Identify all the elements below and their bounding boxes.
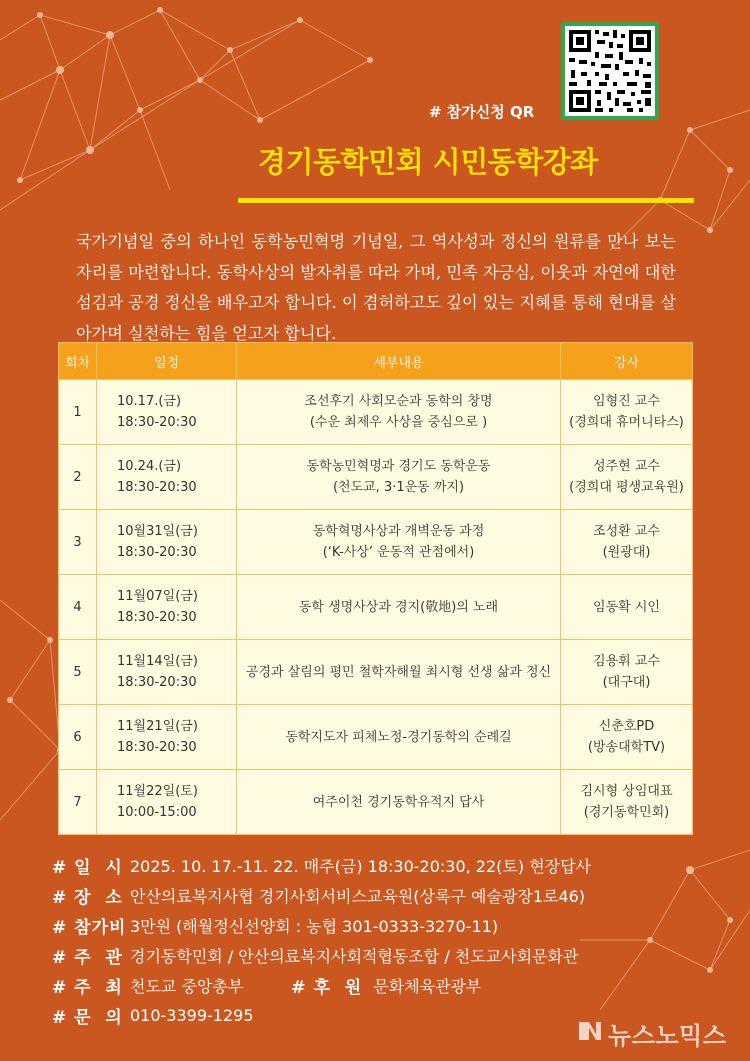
session-schedule — [97, 510, 237, 575]
session-number — [59, 380, 97, 445]
speaker-name: 임형진 교수 — [593, 394, 660, 409]
session-speaker — [561, 380, 693, 445]
header-session: 회차 — [59, 343, 97, 380]
session-schedule — [97, 705, 237, 770]
session-number-text: 5 — [73, 664, 82, 680]
speaker-affiliation: (대구대) — [602, 675, 651, 690]
header-details: 세부내용 — [237, 343, 561, 380]
info-sponsor-value: 문화체육관광부 — [373, 976, 482, 996]
session-details — [237, 510, 561, 575]
info-sponsor-label: # 후 원 — [291, 977, 363, 998]
session-time: 18:30-20:30 — [117, 545, 197, 560]
speaker-affiliation: (경기동학민회) — [583, 805, 670, 820]
table-row — [59, 510, 693, 575]
info-host — [52, 940, 742, 970]
session-number-text: 2 — [73, 469, 82, 485]
session-details — [237, 445, 561, 510]
session-date: 11월22일(토) — [117, 784, 198, 799]
table-row — [59, 705, 693, 770]
session-speaker — [561, 770, 693, 835]
session-date: 11월07일(금) — [117, 589, 198, 604]
info-date-value: 2025. 10. 17.-11. 22. 매주(금) 18:30-20:30, 22(토) 현장답사 — [130, 856, 592, 876]
table-row — [59, 445, 693, 510]
header-schedule: 일정 — [97, 343, 237, 380]
session-time: 18:30-20:30 — [117, 675, 197, 690]
session-date: 10.17.(금) — [117, 394, 182, 409]
session-date: 11월21일(금) — [117, 719, 198, 734]
table-row — [59, 380, 693, 445]
session-number — [59, 510, 97, 575]
info-date — [52, 850, 742, 880]
qr-code-icon[interactable] — [561, 22, 659, 120]
session-number — [59, 640, 97, 705]
session-schedule — [97, 380, 237, 445]
speaker-name: 김시형 상임대표 — [580, 784, 673, 799]
speaker-name: 성주현 교수 — [593, 459, 660, 474]
session-number-text: 4 — [73, 599, 82, 615]
session-number — [59, 445, 97, 510]
session-details — [237, 770, 561, 835]
info-organizer-label: # 주 최 — [52, 977, 123, 998]
info-place-value: 안산의료복지사협 경기사회서비스교육원(상록구 예술광장1로46) — [130, 886, 586, 906]
session-number-text: 1 — [73, 404, 82, 420]
network-decoration-top-left — [0, 0, 400, 230]
session-schedule — [97, 445, 237, 510]
session-time: 18:30-20:30 — [117, 415, 197, 430]
session-schedule — [97, 640, 237, 705]
speaker-affiliation: (경희대 평생교육원) — [569, 480, 684, 495]
info-fee-label: # 참가비 — [52, 917, 127, 938]
session-topic: 동학 생명사상과 경지(敬地)의 노래 — [298, 599, 499, 615]
info-fee — [52, 910, 742, 940]
info-organizer-value: 천도교 중앙총부 — [130, 976, 244, 996]
speaker-name: 임동확 시인 — [593, 599, 660, 615]
session-speaker — [561, 575, 693, 640]
session-schedule — [97, 575, 237, 640]
info-fee-value: 3만원 (해월정신선양회 : 농협 301-0333-3270-11) — [130, 916, 499, 936]
title-underline — [238, 198, 694, 203]
session-number — [59, 575, 97, 640]
session-subtopic: (수운 최제우 사상을 중심으로 ) — [309, 415, 488, 430]
session-speaker — [561, 705, 693, 770]
session-details — [237, 380, 561, 445]
intro-text — [76, 227, 676, 349]
session-number-text: 7 — [73, 794, 82, 810]
session-details — [237, 575, 561, 640]
schedule-table — [58, 342, 693, 835]
session-date: 10월31일(금) — [117, 524, 198, 539]
speaker-affiliation: (경희대 휴머니타스) — [569, 415, 684, 430]
info-organizer-sponsor — [52, 970, 742, 1000]
table-header-row — [59, 343, 693, 380]
session-subtopic: (천도교, 3·1운동 까지) — [332, 480, 465, 495]
session-details — [237, 705, 561, 770]
session-number-text: 6 — [73, 729, 82, 745]
session-details — [237, 640, 561, 705]
info-host-value: 경기동학민회 / 안산의료복지사회적협동조합 / 천도교사회문화관 — [130, 946, 579, 966]
session-topic: 공경과 살림의 평민 철학자해월 최시형 선생 삶과 정신 — [245, 664, 552, 680]
newsnomics-logo-icon — [578, 1018, 604, 1044]
header-speaker: 강사 — [561, 343, 693, 380]
speaker-affiliation: (원광대) — [602, 545, 651, 560]
session-topic: 여주이천 경기동학유적지 답사 — [312, 794, 485, 810]
session-schedule — [97, 770, 237, 835]
page-title: 경기동학민회 시민동학강좌 — [258, 145, 598, 179]
session-number — [59, 770, 97, 835]
session-speaker — [561, 510, 693, 575]
session-number — [59, 705, 97, 770]
speaker-name: 김용휘 교수 — [593, 654, 660, 669]
info-place — [52, 880, 742, 910]
info-host-label: # 주 관 — [52, 947, 123, 968]
speaker-name: 신춘호PD — [598, 719, 655, 734]
info-contact-value: 010-3399-1295 — [130, 1005, 254, 1025]
info-contact-label: # 문 의 — [52, 1007, 123, 1028]
session-speaker — [561, 640, 693, 705]
session-date: 11월14일(금) — [117, 654, 198, 669]
info-date-label: # 일 시 — [52, 857, 123, 878]
watermark-text: 뉴스노믹스 — [608, 1022, 727, 1050]
table-row — [59, 575, 693, 640]
event-info — [52, 850, 742, 1030]
table-row — [59, 640, 693, 705]
session-topic: 동학농민혁명과 경기도 동학운동 — [306, 459, 491, 474]
session-time: 10:00-15:00 — [117, 805, 197, 820]
speaker-affiliation: (방송대학TV) — [587, 740, 666, 755]
intro-paragraph: 국가기념일 중의 하나인 동학농민혁명 기념일, 그 역사성과 정신의 원류를 만나 보는 자리를 마련합니다. 동학사상의 발자취를 따라 가며, 민족 자긍심, 이웃과 자연에 대한 섬김과 공경 정신을 배우고자 합니다. 이 겸허하고도 깊이 있는 지혜를 통해 현대를 살아가며 실천하는 힘을 얻고자 합니다. — [76, 232, 676, 343]
info-place-label: # 장 소 — [52, 887, 123, 908]
qr-label: # 참가신청 QR — [429, 103, 535, 121]
session-subtopic: (‘K-사상’ 운동적 관점에서) — [322, 545, 475, 560]
session-topic: 동학혁명사상과 개벽운동 과정 — [312, 524, 485, 539]
session-speaker — [561, 445, 693, 510]
session-time: 18:30-20:30 — [117, 740, 197, 755]
session-time: 18:30-20:30 — [117, 480, 197, 495]
session-topic: 동학지도자 피체노정-경기동학의 순례길 — [285, 729, 512, 745]
table-row — [59, 770, 693, 835]
session-date: 10.24.(금) — [117, 459, 182, 474]
speaker-name: 조성환 교수 — [593, 524, 660, 539]
session-topic: 조선후기 사회모순과 동학의 창명 — [304, 394, 493, 409]
session-number-text: 3 — [73, 534, 82, 550]
session-time: 18:30-20:30 — [117, 610, 197, 625]
